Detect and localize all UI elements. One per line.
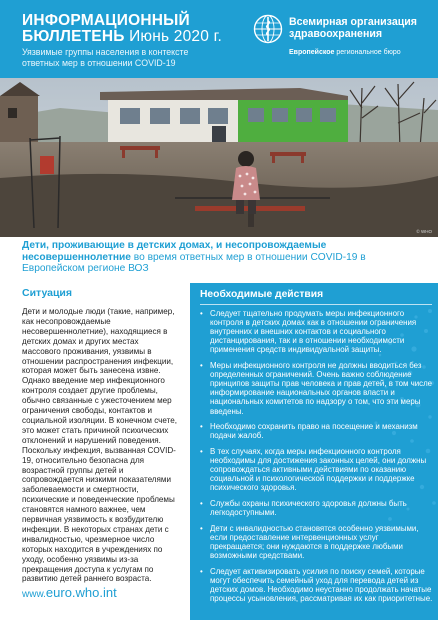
title-line-1: ИНФОРМАЦИОННЫЙ xyxy=(22,12,190,29)
photo-illustration xyxy=(0,78,438,237)
actions-divider xyxy=(200,304,432,305)
action-text: В тех случаях, когда меры инфекционного контроля необходимы для достижения законных целей, они должны сопровождаться активными действиями по оказанию социальной и психологической поддержки и поддержке психического здоровья. xyxy=(210,447,427,493)
action-item xyxy=(200,447,434,492)
situation-section xyxy=(22,287,178,584)
bullet: • xyxy=(200,422,203,432)
action-text: Службы охраны психического здоровья должны быть легкодоступными. xyxy=(210,499,407,518)
bullet: • xyxy=(200,499,203,509)
action-item xyxy=(200,499,434,517)
who-europe-rest: региональное бюро xyxy=(334,49,401,56)
who-name xyxy=(289,16,417,40)
header-banner xyxy=(0,0,438,78)
bullet: • xyxy=(200,523,203,533)
action-item xyxy=(200,361,434,416)
title-line-2 xyxy=(22,29,222,45)
caption-bold: Дети, проживающие в детских домах, и несопровождаемые несовершеннолетние xyxy=(22,240,327,263)
action-text: Необходимо сохранить право на посещение и механизм подачи жалоб. xyxy=(210,422,418,441)
title-date: Июнь 2020 г. xyxy=(124,28,223,45)
who-name-line-1: Всемирная организация xyxy=(289,16,417,28)
actions-list xyxy=(200,309,434,610)
photo-caption xyxy=(22,240,422,275)
action-text: Следует тщательно продумать меры инфекционного контроля в детских домах как в отношении ограничения внутренних и внешних контактов и социального дистанцирования, так и в отношении необходимости применения средств индивидуальной защиты. xyxy=(210,309,417,355)
situation-text: Дети и молодые люди (такие, например, как несопровождаемые несовершеннолетние), находящиеся в детских домах и других местах массового проживания, уязвимы в отношении распространения инфекции, которая может быть занесена извне. Однако введение мер инфекционного контроля создает другие проблемы, обычно связанные с ужесточением мер ограничения свободы, контактов и социальной изоляции. В конечном счете, это может стать причиной психических отклонений и нарушений поведения. Поскольку инфекция, вызванная COVID-19, относительно безопасна для возрастной группы детей и сопровождается низкими показателями заболеваемости и смертности, психические и поведенческие проблемы становятся намного важнее, чем первичная уязвимость к возбудителю инфекции. В некоторых странах дети с инвалидностью, чрезмерное число которых находится в учреждениях по уходу, особенно уязвимы из-за прекращения доступа к услугам по развитию детей раннего возраста. xyxy=(22,307,177,584)
photo-credit: © WHO xyxy=(416,229,432,234)
bullet: • xyxy=(200,361,203,371)
action-text: Дети с инвалидностью становятся особенно уязвимыми, если предоставление интервенционных услуг прекращается; они нуждаются в поддержке любыми возможными средствами. xyxy=(210,523,419,561)
action-item xyxy=(200,309,434,354)
actions-panel xyxy=(190,283,438,620)
website-prefix: www. xyxy=(22,589,46,600)
who-europe-office xyxy=(289,49,401,56)
bullet: • xyxy=(200,309,203,318)
who-europe-bold: Европейское xyxy=(289,49,335,56)
title-bulletin-word: БЮЛЛЕТЕНЬ xyxy=(22,28,125,45)
who-name-line-2: здравоохранения xyxy=(289,28,383,40)
action-text: Меры инфекционного контроля не должны вводиться без определенных ограничений. Очень важно соблюдение принципов защиты прав человека и прав детей, в том числе информирование национальных органов власти и национальных комитетов по надзору о том, что эти меры введены. xyxy=(210,361,433,416)
action-item xyxy=(200,567,434,603)
action-item xyxy=(200,524,434,560)
caption-normal: во время ответных мер в отношении COVID-19 в Европейском регионе ВОЗ xyxy=(22,251,366,274)
situation-title: Ситуация xyxy=(22,287,73,299)
actions-title: Необходимые действия xyxy=(200,289,324,300)
subtitle-line-2: ответных мер в отношении COVID-19 xyxy=(22,57,176,68)
bullet: • xyxy=(200,566,203,576)
bullet: • xyxy=(200,447,203,456)
who-emblem-icon xyxy=(253,14,283,44)
bulletin-title xyxy=(22,13,222,45)
orphanage-yard-photo xyxy=(0,78,438,237)
action-item xyxy=(200,422,434,440)
action-text: Следует активизировать усилия по поиску семей, которые могут обеспечить семейный уход для перевода детей из детских домов. Необходимо неустанно продолжать начатые процессы усыновления, рассматривая их как приоритетные. xyxy=(210,566,433,604)
website-domain: euro.who.int xyxy=(45,585,117,600)
website-link[interactable] xyxy=(22,585,117,600)
subtitle-line-1: Уязвимые группы населения в контексте xyxy=(22,47,189,57)
bulletin-subtitle xyxy=(22,47,188,68)
